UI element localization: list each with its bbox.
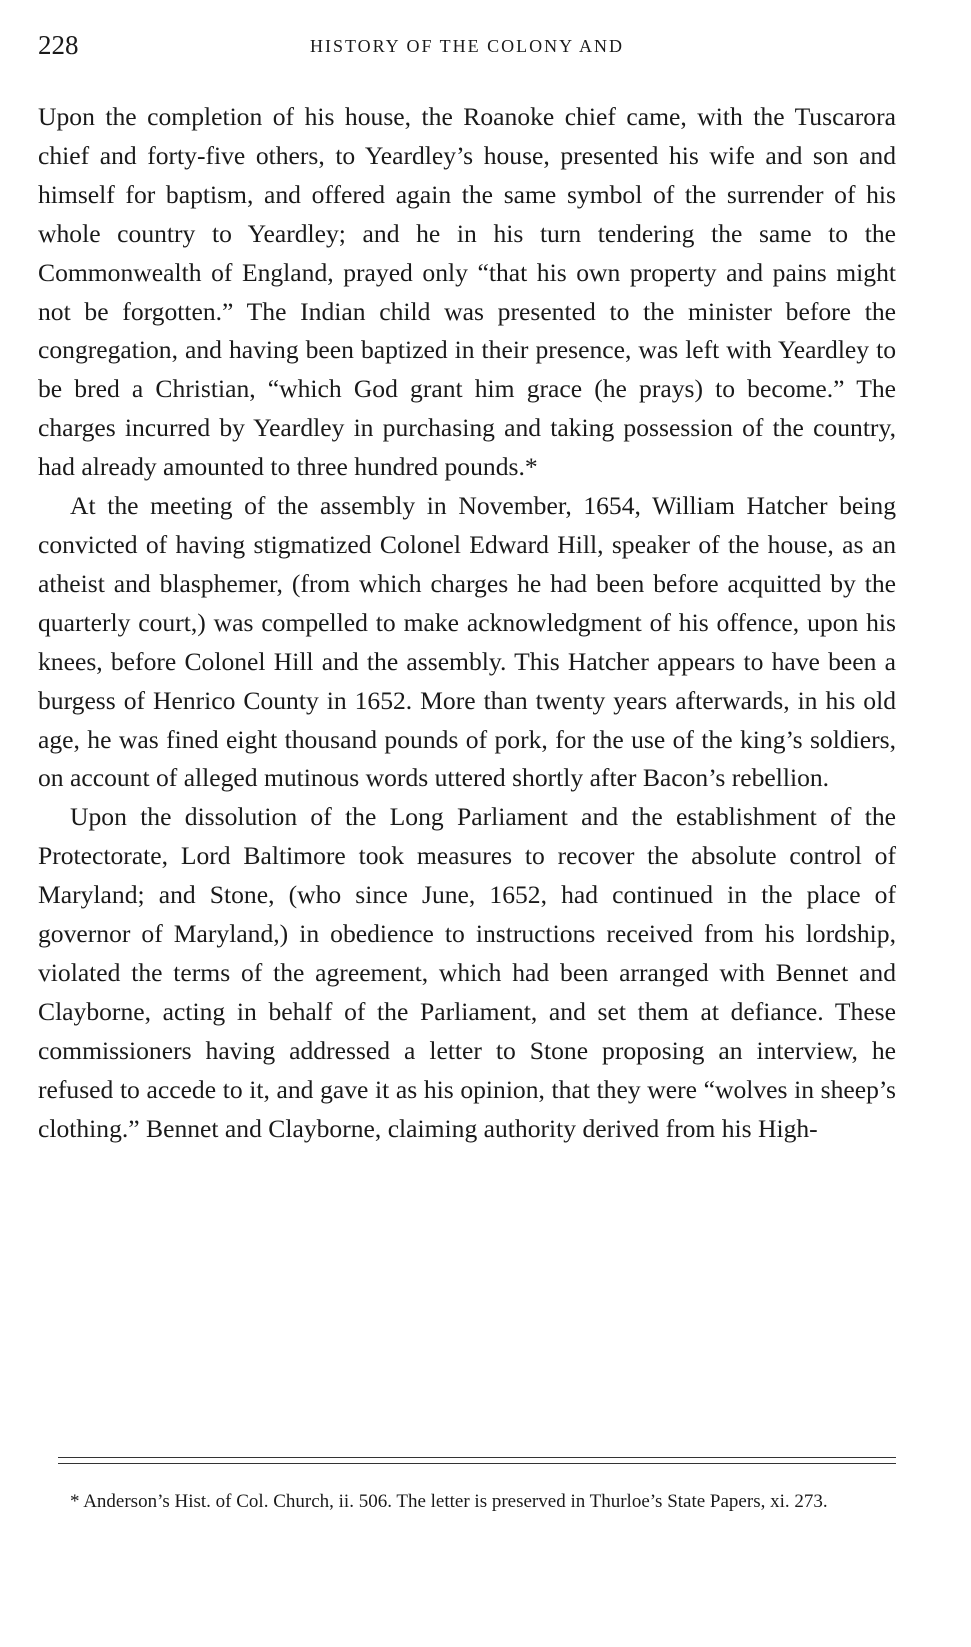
running-head: HISTORY OF THE COLONY AND <box>309 36 625 56</box>
page-header <box>38 30 896 70</box>
paragraph-hatcher: At the meeting of the assembly in November, 1654, William Hatcher being convicted of having stigmatized Colonel Edward Hill, speaker of the house, as an atheist and blasphemer, (from which charges he had been before acquitted by the quarterly court,) was compelled to make acknowledgment of his offence, upon his knees, before Colonel Hill and the assembly. This Hatcher appears to have been a burgess of Henrico County in 1652. More than twenty years afterwards, in his old age, he was fined eight thousand pounds of pork, for the use of the king’s soldiers, on account of alleged mutinous words uttered shortly after Bacon’s rebellion. <box>38 491 896 793</box>
footnote: * Anderson’s Hist. of Col. Church, ii. 506. The letter is preserved in Thurloe’s State Papers, xi. 273. <box>70 1491 828 1512</box>
footnote-rule <box>58 1457 896 1458</box>
footnote-rule-second <box>58 1463 896 1464</box>
paragraph-baltimore: Upon the dissolution of the Long Parliament and the establishment of the Protectorate, Lord Baltimore took measures to recover the absolute control of Maryland; and Stone, (who since June, 1652, had continued in the place of governor of Maryland,) in obedience to instructions received from his lordship, violated the terms of the agreement, which had been arranged with Bennet and Clayborne, acting in behalf of the Parliament, and set them at defiance. These commissioners having addressed a letter to Stone proposing an interview, he refused to accede to it, and gave it as his opinion, that they were “wolves in sheep’s clothing.” Bennet and Clayborne, claiming authority derived from his High- <box>38 802 896 1143</box>
paragraph-roanoke-baptism: Upon the completion of his house, the Roanoke chief came, with the Tuscarora chief and forty-five others, to Yeardley’s house, presented his wife and son and himself for baptism, and offered again the same symbol of the surrender of his whole country to Yeardley; and he in his turn tendering the same to the Commonwealth of England, prayed only “that his own property and pains might not be forgotten.” The Indian child was presented to the minister before the congregation, and having been baptized in their presence, was left with Yeardley to be bred a Christian, “which God grant him grace (he prays) to become.” The charges incurred by Yeardley in purchasing and taking possession of the country, had already amounted to three hundred pounds.* <box>38 102 896 482</box>
body-text <box>38 98 896 1148</box>
page-number: 228 <box>38 30 79 60</box>
